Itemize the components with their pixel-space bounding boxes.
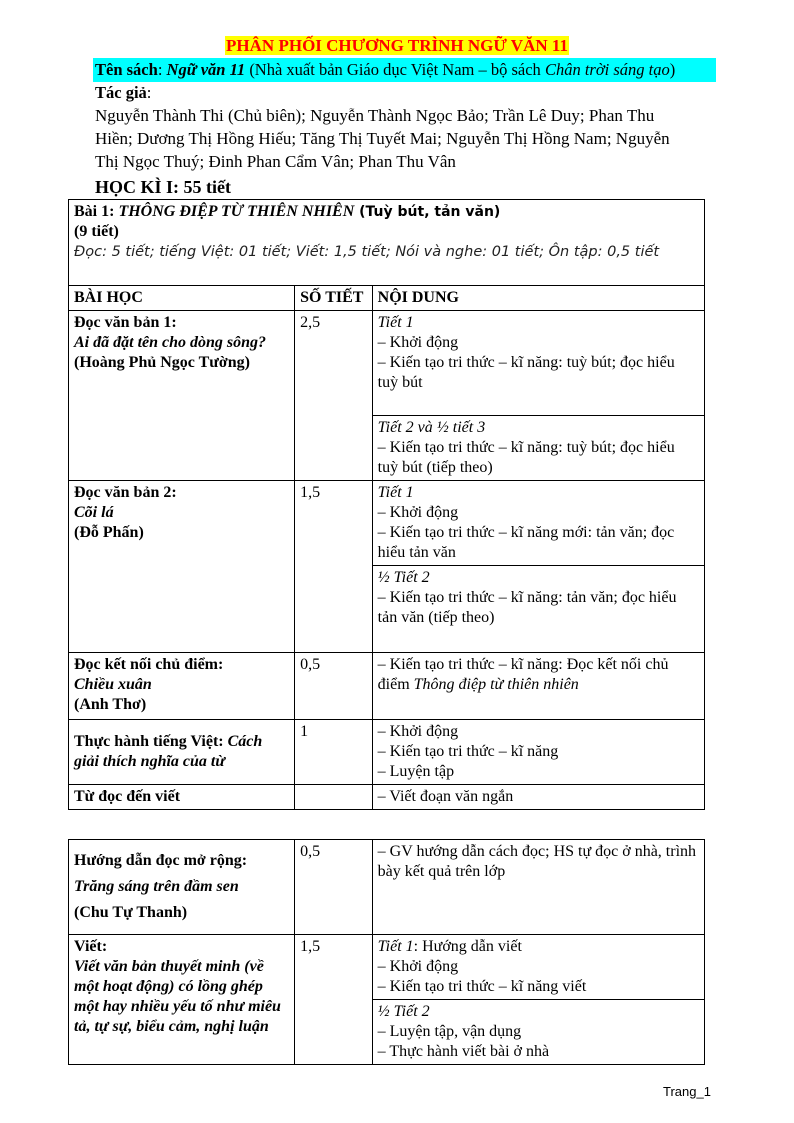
curriculum-table-continued xyxy=(68,839,705,1065)
page-number: Trang_1 xyxy=(663,1084,711,1099)
authors-label: Tác giả: xyxy=(95,83,152,102)
table-row: Hướng dẫn đọc mở rộng: Trăng sáng trên đầm sen (Chu Tự Thanh) 0,5 – GV hướng dẫn cách đọc; HS tự đọc ở nhà, trình bày kết quả trên lớp xyxy=(69,840,705,935)
table-row: ½ Tiết 2 – Kiến tạo tri thức – kĩ năng: tản văn; đọc hiểu tản văn (tiếp theo) xyxy=(69,566,705,653)
page-title: PHÂN PHỐI CHƯƠNG TRÌNH NGỮ VĂN 11 xyxy=(226,36,568,55)
table-row: ½ Tiết 2 – Luyện tập, vận dụng – Thực hành viết bài ở nhà xyxy=(69,1000,705,1065)
table-row: Từ đọc đến viết – Viết đoạn văn ngắn xyxy=(69,785,705,810)
header-content: NỘI DUNG xyxy=(372,286,704,311)
table-row: Đọc kết nối chủ điểm: Chiều xuân (Anh Thơ) 0,5 – Kiến tạo tri thức – kĩ năng: Đọc kết nối chủ điểm Thông điệp từ thiên nhiên xyxy=(69,653,705,720)
authors-list: Nguyễn Thành Thi (Chủ biên); Nguyễn Thành Ngọc Bảo; Trần Lê Duy; Phan Thu Hiền; Dương Thị Hồng Hiếu; Tăng Thị Tuyết Mai; Nguyễn Thị Hồng Nam; Nguyễn Thị Ngọc Thuý; Đinh Phan Cẩm Vân; Phan Thu Vân xyxy=(95,106,670,171)
table-row: Viết: Viết văn bản thuyết minh (về một hoạt động) có lồng ghép một hay nhiều yếu tố như miêu tả, tự sự, biểu cảm, nghị luận 1,5 Tiết 1: Hướng dẫn viết – Khởi động – Kiến tạo tri thức – kĩ năng viết xyxy=(69,935,705,1000)
book-info: Tên sách: Ngữ văn 11 (Nhà xuất bản Giáo dục Việt Nam – bộ sách Chân trời sáng tạo) xyxy=(93,58,716,82)
table-row: Đọc văn bản 1: Ai đã đặt tên cho dòng sông? (Hoàng Phủ Ngọc Tường) 2,5 Tiết 1 – Khởi động – Kiến tạo tri thức – kĩ năng: tuỳ bút; đọc hiểu tuỳ bút xyxy=(69,311,705,416)
unit-header-row: Bài 1: THÔNG ĐIỆP TỪ THIÊN NHIÊN (Tuỳ bút, tản văn) (9 tiết) Đọc: 5 tiết; tiếng Việt: 01 tiết; Viết: 1,5 tiết; Nói và nghe: 01 tiết; Ôn tập: 0,5 tiết xyxy=(69,200,705,286)
table-header-row xyxy=(69,286,705,311)
header-lesson: BÀI HỌC xyxy=(69,286,295,311)
header-hours: SỐ TIẾT xyxy=(295,286,373,311)
table-row: Tiết 2 và ½ tiết 3 – Kiến tạo tri thức – kĩ năng: tuỳ bút; đọc hiểu tuỳ bút (tiếp theo) xyxy=(69,416,705,481)
table-row: Thực hành tiếng Việt: Cách giải thích nghĩa của từ 1 – Khởi động – Kiến tạo tri thức – kĩ năng – Luyện tập xyxy=(69,720,705,785)
table-row: Đọc văn bản 2: Cõi lá (Đỗ Phấn) 1,5 Tiết 1 – Khởi động – Kiến tạo tri thức – kĩ năng mới: tản văn; đọc hiểu tản văn xyxy=(69,481,705,566)
curriculum-table xyxy=(68,199,705,810)
semester-heading: HỌC KÌ I: 55 tiết xyxy=(95,177,231,197)
